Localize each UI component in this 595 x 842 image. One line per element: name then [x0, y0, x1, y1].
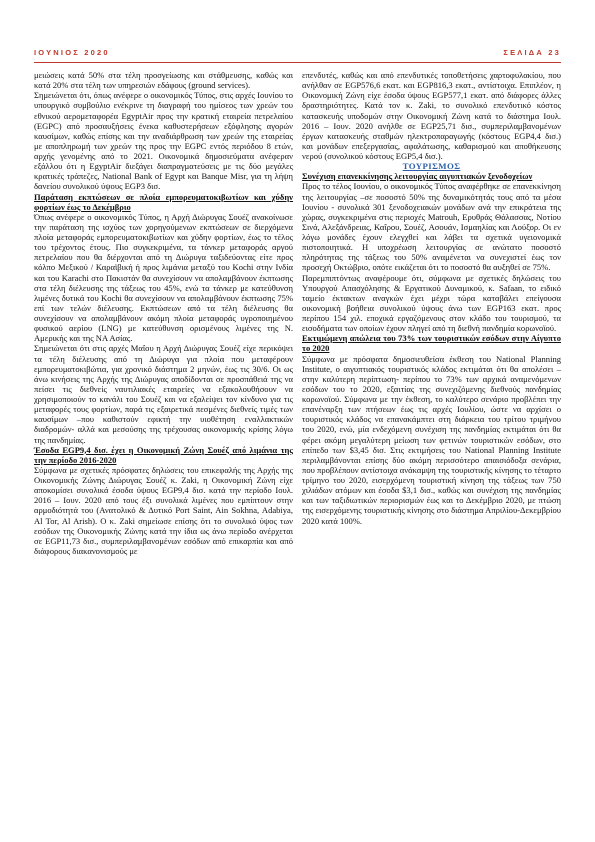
header-divider: [34, 62, 561, 63]
paragraph: Σημειώνεται ότι στις αρχές Μαΐου η Αρχή Διώρυγας Σουέζ είχε περικόψει τα τέλη διέλευσης από τη Διώρυγα για πλοία που μεταφέρουν εμπορευματοκιβώτια, για χρονικό διάστημα 2 μηνών, έως τις 30/6. Οι ως άνω κινήσεις της Αρχής της Διώρυγας αποδίδονται σε προσπάθειά της να πείσει τις διεθνείς ναυτιλιακές εταιρείες να εξακολουθήσουν να χρησιμοποιούν το κανάλι του Σουέζ και να εξαλείψει τον κίνδυνο για τις μεταφορές τους φορτίων, παρά τις εξαιρετικά πεσμένες διεθνείς τιμές των καυσίμων –που καθιστούν εφικτή την υιοθέτηση εναλλακτικών διαδρομών- αλλά και μεσούσης της τρέχουσας οικονομικής κρίσης λόγω της πανδημίας.: [34, 343, 293, 445]
paragraph: Σύμφωνα με πρόσφατα δημοσιευθείσα έκθεση του National Planning Institute, ο αιγυπτιακός τουριστικός κλάδος εκτιμάται ότι θα απολέσει –στην καλύτερη περίπτωση- περίπου το 73% των αρχικά αναμενόμενων εσόδων του το 2020, εξαιτίας της συνεχιζόμενης διεθνούς πανδημίας κορωνοϊού. Σύμφωνα με την έκθεση, το καλύτερο σενάριο προβλέπει την επανέναρξη των πτήσεων έως τις αρχές Ιουλίου, ώστε να αρχίσει ο τουριστικός κλάδος να επανακάμπτει στη διάρκεια του τρίτου τριμήνου του 2020, ενώ, μία ενδεχόμενη συνέχιση της πανδημίας εκτιμάται ότι θα φέρει ακόμη μεγαλύτερη μείωση των φετινών τουριστικών εσόδων, στο επίπεδο των $3,45 δισ. Στις εκτιμήσεις του National Planning Institute περιλαμβάνονται επίσης δύο ακόμη περισσότερο απαισιόδοξα σενάρια, που προβλέπουν αντίστοιχα ανάκαμψη της τουριστικής κίνησης το τέταρτο τρίμηνο του 2020, εισερχόμενη τουριστική κίνηση της τάξεως των 750 χιλιάδων ατόμων και έσοδα $3,1 δισ., καθώς και συνέχιση της πανδημίας και των ταξιδιωτικών περιορισμών έως και το Δεκέμβριο 2020, με πτώση της εισερχόμενης τουριστικής κίνησης στο διάστημα Απριλίου-Δεκεμβρίου 2020 κατά 100%.: [302, 353, 561, 526]
issue-date: ΙΟΥΝΙΟΣ 2020: [34, 48, 110, 57]
paragraph: Σημειώνεται ότι, όπως ανέφερε ο οικονομικός Τύπος, στις αρχές Ιουνίου το υπουργικό συμβούλιο ενέκρινε τη διαγραφή του ημίσεος των χρεών του εθνικού αερομεταφορέα EgyptAir προς την κρατική εταιρεία πετρελαίου (EGPC) από προσαυξήσεις ένεκα καθυστερήσεων εξόφλησης αγορών καυσίμων, καθώς επίσης και την αναδιάρθρωση των χρεών της εταιρείας με αποπληρωμή των χρεών της προς την EGPC εντός περιόδου 8 ετών, αρχής γενομένης από το 2021. Οικονομικά δημοσιεύματα ανέφεραν εξάλλου ότι η EgyptAir διεξάγει διαπραγματεύσεις με τις δύο μεγάλες κρατικές τράπεζες, National Bank of Egypt και Banque Misr, για τη λήψη δανείου συνολικού ύψους EGP3 δισ.: [34, 90, 293, 192]
article-heading: Έσοδα EGP9,4 δισ. έχει η Οικονομική Ζώνη Σουέζ από λιμάνια της την περίοδο 2016-2020: [34, 444, 293, 465]
left-column: [34, 70, 293, 556]
paragraph: Προς το τέλος Ιουνίου, ο οικονομικός Τύπος αναφέρθηκε σε επανεκκίνηση της λειτουργίας –σε ποσοστό 50% της δυναμικότητάς τους από τα μέσα Ιουνίου - συνολικά 301 ξενοδοχειακών μονάδων ανά την επικράτεια της χώρας, συγκεκριμένα στις περιοχές Matrouh, Ερυθράς Θάλασσας, Νοτίου Σινά, Αλεξάνδρειας, Καΐρου, Σουέζ, Ασουάν, Ισμαηλίας και Λούξορ. Οι εν λόγω μονάδες έχουν ελεγχθεί και λάβει τα σχετικά υγειονομικά πιστοποιητικά. Η υποχρέωση λειτουργίας σε ανώτατο ποσοστό πληρότητας της τάξεως του 50% αναμένεται να συνεχιστεί έως τον προσεχή Οκτώβριο, οπότε εικάζεται ότι το ποσοστό θα αυξηθεί σε 75%.: [302, 181, 561, 273]
article-heading: Παράταση εκπτώσεων σε πλοία εμπορευματοκιβωτίων και χύδην φορτίων έως το Δεκέμβριο: [34, 191, 293, 212]
page-number: ΣΕΛΙΔΑ 23: [503, 48, 561, 57]
section-title: ΤΟΥΡΙΣΜΟΣ: [402, 161, 461, 172]
article-heading: Εκτιμώμενη απώλεια του 73% των τουριστικών εσόδων στην Αίγυπτο το 2020: [302, 333, 561, 354]
paragraph: Παρεμπιπτόντως αναφέρουμε ότι, σύμφωνα με σχετικές δηλώσεις του Υπουργού Απασχόλησης & Εργατικού Δυναμικού, κ. Safaan, το ειδικό ταμείο έκτακτων αναγκών έχει μέχρι τώρα καταβάλει επείγουσα οικονομική βοήθεια συνολικού ύψους άνω των EGP163 εκατ. προς περίπου 154 χιλ. εποχικά εργαζόμενους στον κλάδο του τουρισμού, τα εισοδήματα των οποίων έχουν πληγεί από τη διεθνή πανδημία κορωνοϊού.: [302, 272, 561, 334]
paragraph: επενδυτές, καθώς και από επενδυτικές τοποθετήσεις χαρτοφυλακίου, που ανήλθαν σε EGP576,6 εκατ. και EGP816,3 εκατ., αντίστοιχα. Επιπλέον, η Οικονομική Ζώνη είχε έσοδα ύψους EGP577,1 εκατ. από διάφορες άλλες δραστηριότητες. Κατά τον κ. Zaki, το συνολικό επενδυτικό κόστος κατασκευής υποδομών στην Οικονομική Ζώνη κατά το διάστημα Ιουλ. 2016 – Ιουν. 2020 ανήλθε σε EGP25,71 δισ., συμπεριλαμβανομένων έργων κατασκευής σταθμών ηλεκτροπαραγωγής (κόστους EGP4,4 δισ.) και μονάδων επεξεργασίας, αφαλάτωσης, καθαρισμού και αποθήκευσης νερού (συνολικού κόστους EGP5,4 δισ.).: [302, 70, 561, 161]
article-heading: Συνέχιση επανεκκίνησης λειτουργίας αιγυπτιακών ξενοδοχείων: [302, 171, 533, 182]
paragraph: Όπως ανέφερε ο οικονομικός Τύπος, η Αρχή Διώρυγας Σουέζ ανακοίνωσε την παράταση της ισχύος των χορηγούμενων εκπτώσεων σε διερχόμενα πλοία μεταφοράς εμπορευματοκιβωτίων και χύδην φορτίων, έως το τέλος του τρέχοντος έτους. Πιο συγκεκριμένα, τα τάνκερ μεταφοράς αργού πετρελαίου που θα διέρχονται από τη Διώρυγα ταξιδεύοντας είτε προς κόλπο Μεξικού / Καραϊβική ή προς λιμάνια μεταξύ του Kochi στην Ινδία και του Karachi στο Πακιστάν θα συνεχίσουν να απολαμβάνουν έκπτωσης στα τέλη διέλευσης της τάξεως του 45%, ενώ τα τάνκερ με κατεύθυνση λιμένες δυτικά του Kochi θα συνεχίσουν να απολαμβάνουν έκπτωσης 75% επί των τελών διέλευσης. Εκπτώσεων από τα τέλη διέλευσης θα συνεχίσουν να απολαμβάνουν ακόμη πλοία μεταφοράς υγροποιημένου φυσικού αερίου (LNG) με κατεύθυνση ορισμένους λιμένες της Ν. Αμερικής και της ΝΑ Ασίας.: [34, 211, 293, 344]
page-header: [0, 0, 595, 66]
paragraph: Σύμφωνα με σχετικές πρόσφατες δηλώσεις του επικεφαλής της Αρχής της Οικονομικής Ζώνης Διώρυγας Σουέζ κ. Zaki, η Οικονομική Ζώνη είχε αποκομίσει συνολικά έσοδα ύψους EGP9,4 δισ. κατά την περίοδο Ιουλ. 2016 – Ιουν. 2020 από τους έξι συνολικά λιμένες που εμπίπτουν στην αρμοδιότητά του (Ανατολικό & Δυτικό Port Saint, Ain Sokhna, Adabiya, Al Tor, Al Arish). Ο κ. Zaki σημείωσε επίσης ότι το συνολικό ύψος των εσόδων της Οικονομικής Ζώνης κατά την ίδια ως άνω περίοδο ανέρχεται σε EGP11,73 δισ., συμπεριλαμβανομένων εσόδων από επικαρπία και από διάφορους διακανονισμούς με: [34, 464, 293, 556]
paragraph: μειώσεις κατά 50% στα τέλη προσγείωσης και στάθμευσης, καθώς και κατά 20% στα τέλη των υπηρεσιών εδάφους (ground services).: [34, 70, 293, 91]
right-column: [302, 70, 561, 526]
